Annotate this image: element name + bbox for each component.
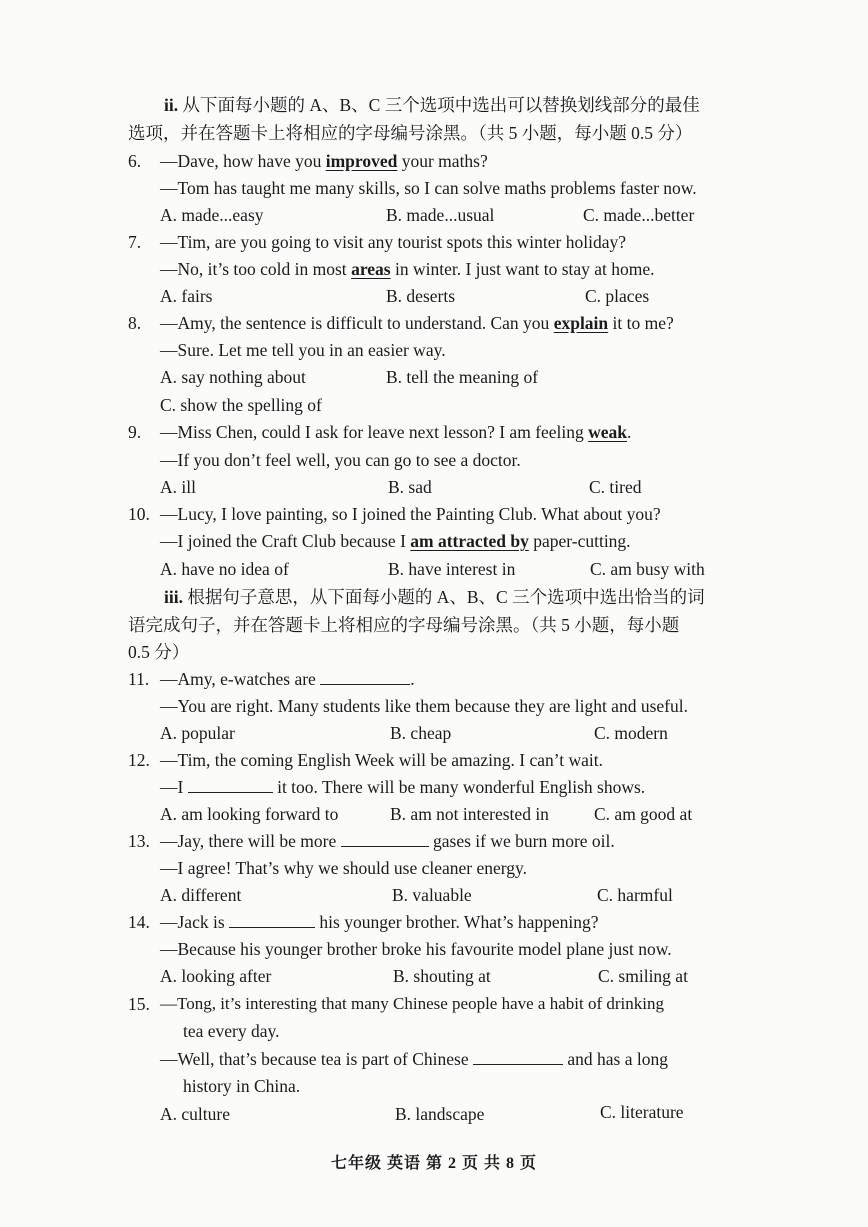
underlined-word: weak bbox=[588, 422, 628, 442]
section-iii-instruction bbox=[164, 586, 705, 608]
option-a: A. am looking forward to bbox=[160, 804, 339, 824]
question-12-line-b: —I it too. There will be many wonderful English shows. bbox=[160, 777, 646, 797]
question-10-line-b: —I joined the Craft Club because I am attracted by paper-cutting. bbox=[160, 531, 631, 551]
question-13-line-a: —Jay, there will be more gases if we burn more oil. bbox=[160, 831, 615, 851]
option-a: A. made...easy bbox=[160, 205, 264, 225]
option-c: C. made...better bbox=[583, 205, 695, 225]
option-b: B. landscape bbox=[395, 1104, 485, 1124]
option-a: A. say nothing about bbox=[160, 367, 306, 387]
option-c: C. literature bbox=[600, 1102, 684, 1122]
option-c: C. am good at bbox=[594, 804, 693, 824]
section-ii-instruction-cont: 选项，并在答题卡上将相应的字母编号涂黑。（共 5 小题，每小题 0.5 分） bbox=[128, 123, 693, 143]
section-ii-instruction bbox=[164, 94, 700, 116]
question-number: 7. bbox=[128, 232, 142, 252]
section-iii-roman: iii. bbox=[164, 587, 183, 607]
question-15-line-a: —Tong, it’s interesting that many Chinese people have a habit of drinking bbox=[160, 994, 664, 1013]
question-number: 15. bbox=[128, 994, 150, 1014]
question-13-line-b: —I agree! That’s why we should use cleaner energy. bbox=[160, 858, 528, 878]
underlined-word: improved bbox=[325, 151, 398, 171]
option-b: B. made...usual bbox=[386, 205, 495, 225]
option-a: A. culture bbox=[160, 1104, 230, 1124]
question-15-line-b-cont: history in China. bbox=[183, 1076, 301, 1096]
option-b: B. cheap bbox=[390, 723, 452, 743]
question-number: 6. bbox=[128, 151, 142, 171]
answer-blank bbox=[473, 1048, 563, 1065]
question-14-line-a: —Jack is his younger brother. What’s happening? bbox=[160, 912, 599, 932]
option-c: C. am busy with bbox=[590, 559, 705, 579]
question-15-line-a-cont: tea every day. bbox=[183, 1021, 280, 1041]
option-c: C. tired bbox=[589, 477, 642, 497]
question-number: 14. bbox=[128, 912, 150, 932]
option-b: B. sad bbox=[388, 477, 432, 497]
section-ii-line1: 从下面每小题的 A、B、C 三个选项中选出可以替换划线部分的最佳 bbox=[182, 95, 700, 115]
question-8-line-a: —Amy, the sentence is difficult to understand. Can you explain it to me? bbox=[160, 313, 674, 333]
option-b: B. shouting at bbox=[393, 966, 491, 986]
answer-blank bbox=[188, 776, 273, 793]
question-6-line-b: —Tom has taught me many skills, so I can solve maths problems faster now. bbox=[160, 178, 697, 198]
option-a: A. looking after bbox=[160, 966, 272, 986]
question-11-line-b: —You are right. Many students like them because they are light and useful. bbox=[160, 696, 688, 716]
page-footer: 七年级 英语 第 2 页 共 8 页 bbox=[330, 1155, 537, 1172]
section-ii-roman: ii. bbox=[164, 95, 179, 115]
section-iii-instruction-cont: 语完成句子，并在答题卡上将相应的字母编号涂黑。（共 5 小题，每小题 bbox=[128, 615, 680, 635]
option-b: B. valuable bbox=[392, 885, 472, 905]
option-a: A. different bbox=[160, 885, 242, 905]
option-a: A. ill bbox=[160, 477, 196, 497]
answer-blank bbox=[229, 911, 315, 928]
option-a: A. fairs bbox=[160, 286, 213, 306]
question-6-line-a: —Dave, how have you improved your maths? bbox=[160, 151, 488, 171]
underlined-phrase: am attracted by bbox=[410, 531, 529, 551]
question-15-line-b: —Well, that’s because tea is part of Chinese and has a long bbox=[160, 1049, 668, 1069]
question-12-line-a: —Tim, the coming English Week will be amazing. I can’t wait. bbox=[160, 750, 603, 770]
option-c: C. harmful bbox=[597, 885, 673, 905]
option-b: B. tell the meaning of bbox=[386, 367, 539, 387]
section-iii-line1: 根据句子意思，从下面每小题的 A、B、C 三个选项中选出恰当的词 bbox=[187, 587, 705, 607]
question-14-line-b: —Because his younger brother broke his favourite model plane just now. bbox=[160, 939, 672, 959]
question-number: 8. bbox=[128, 313, 142, 333]
question-11-line-a: —Amy, e-watches are . bbox=[160, 669, 415, 689]
underlined-word: areas bbox=[351, 259, 391, 279]
option-a: A. have no idea of bbox=[160, 559, 289, 579]
question-number: 13. bbox=[128, 831, 150, 851]
question-number: 9. bbox=[128, 422, 142, 442]
option-b: B. deserts bbox=[386, 286, 456, 306]
option-c: C. places bbox=[585, 286, 650, 306]
answer-blank bbox=[320, 668, 410, 685]
question-9-line-b: —If you don’t feel well, you can go to see a doctor. bbox=[160, 450, 521, 470]
option-c: C. modern bbox=[594, 723, 668, 743]
question-8-line-b: —Sure. Let me tell you in an easier way. bbox=[160, 340, 446, 360]
option-c: C. show the spelling of bbox=[160, 395, 322, 415]
option-a: A. popular bbox=[160, 723, 235, 743]
underlined-word: explain bbox=[553, 313, 609, 333]
question-7-line-a: —Tim, are you going to visit any tourist spots this winter holiday? bbox=[160, 232, 627, 252]
option-b: B. am not interested in bbox=[390, 804, 549, 824]
question-number: 12. bbox=[128, 750, 150, 770]
question-9-line-a: —Miss Chen, could I ask for leave next lesson? I am feeling weak. bbox=[160, 422, 632, 442]
section-iii-instruction-cont2: 0.5 分） bbox=[128, 642, 190, 662]
question-7-line-b: —No, it’s too cold in most areas in winter. I just want to stay at home. bbox=[160, 259, 655, 279]
option-c: C. smiling at bbox=[598, 966, 688, 986]
question-number: 10. bbox=[128, 504, 150, 524]
question-number: 11. bbox=[128, 669, 150, 689]
question-10-line-a: —Lucy, I love painting, so I joined the Painting Club. What about you? bbox=[160, 504, 661, 524]
option-b: B. have interest in bbox=[388, 559, 516, 579]
answer-blank bbox=[341, 830, 429, 847]
